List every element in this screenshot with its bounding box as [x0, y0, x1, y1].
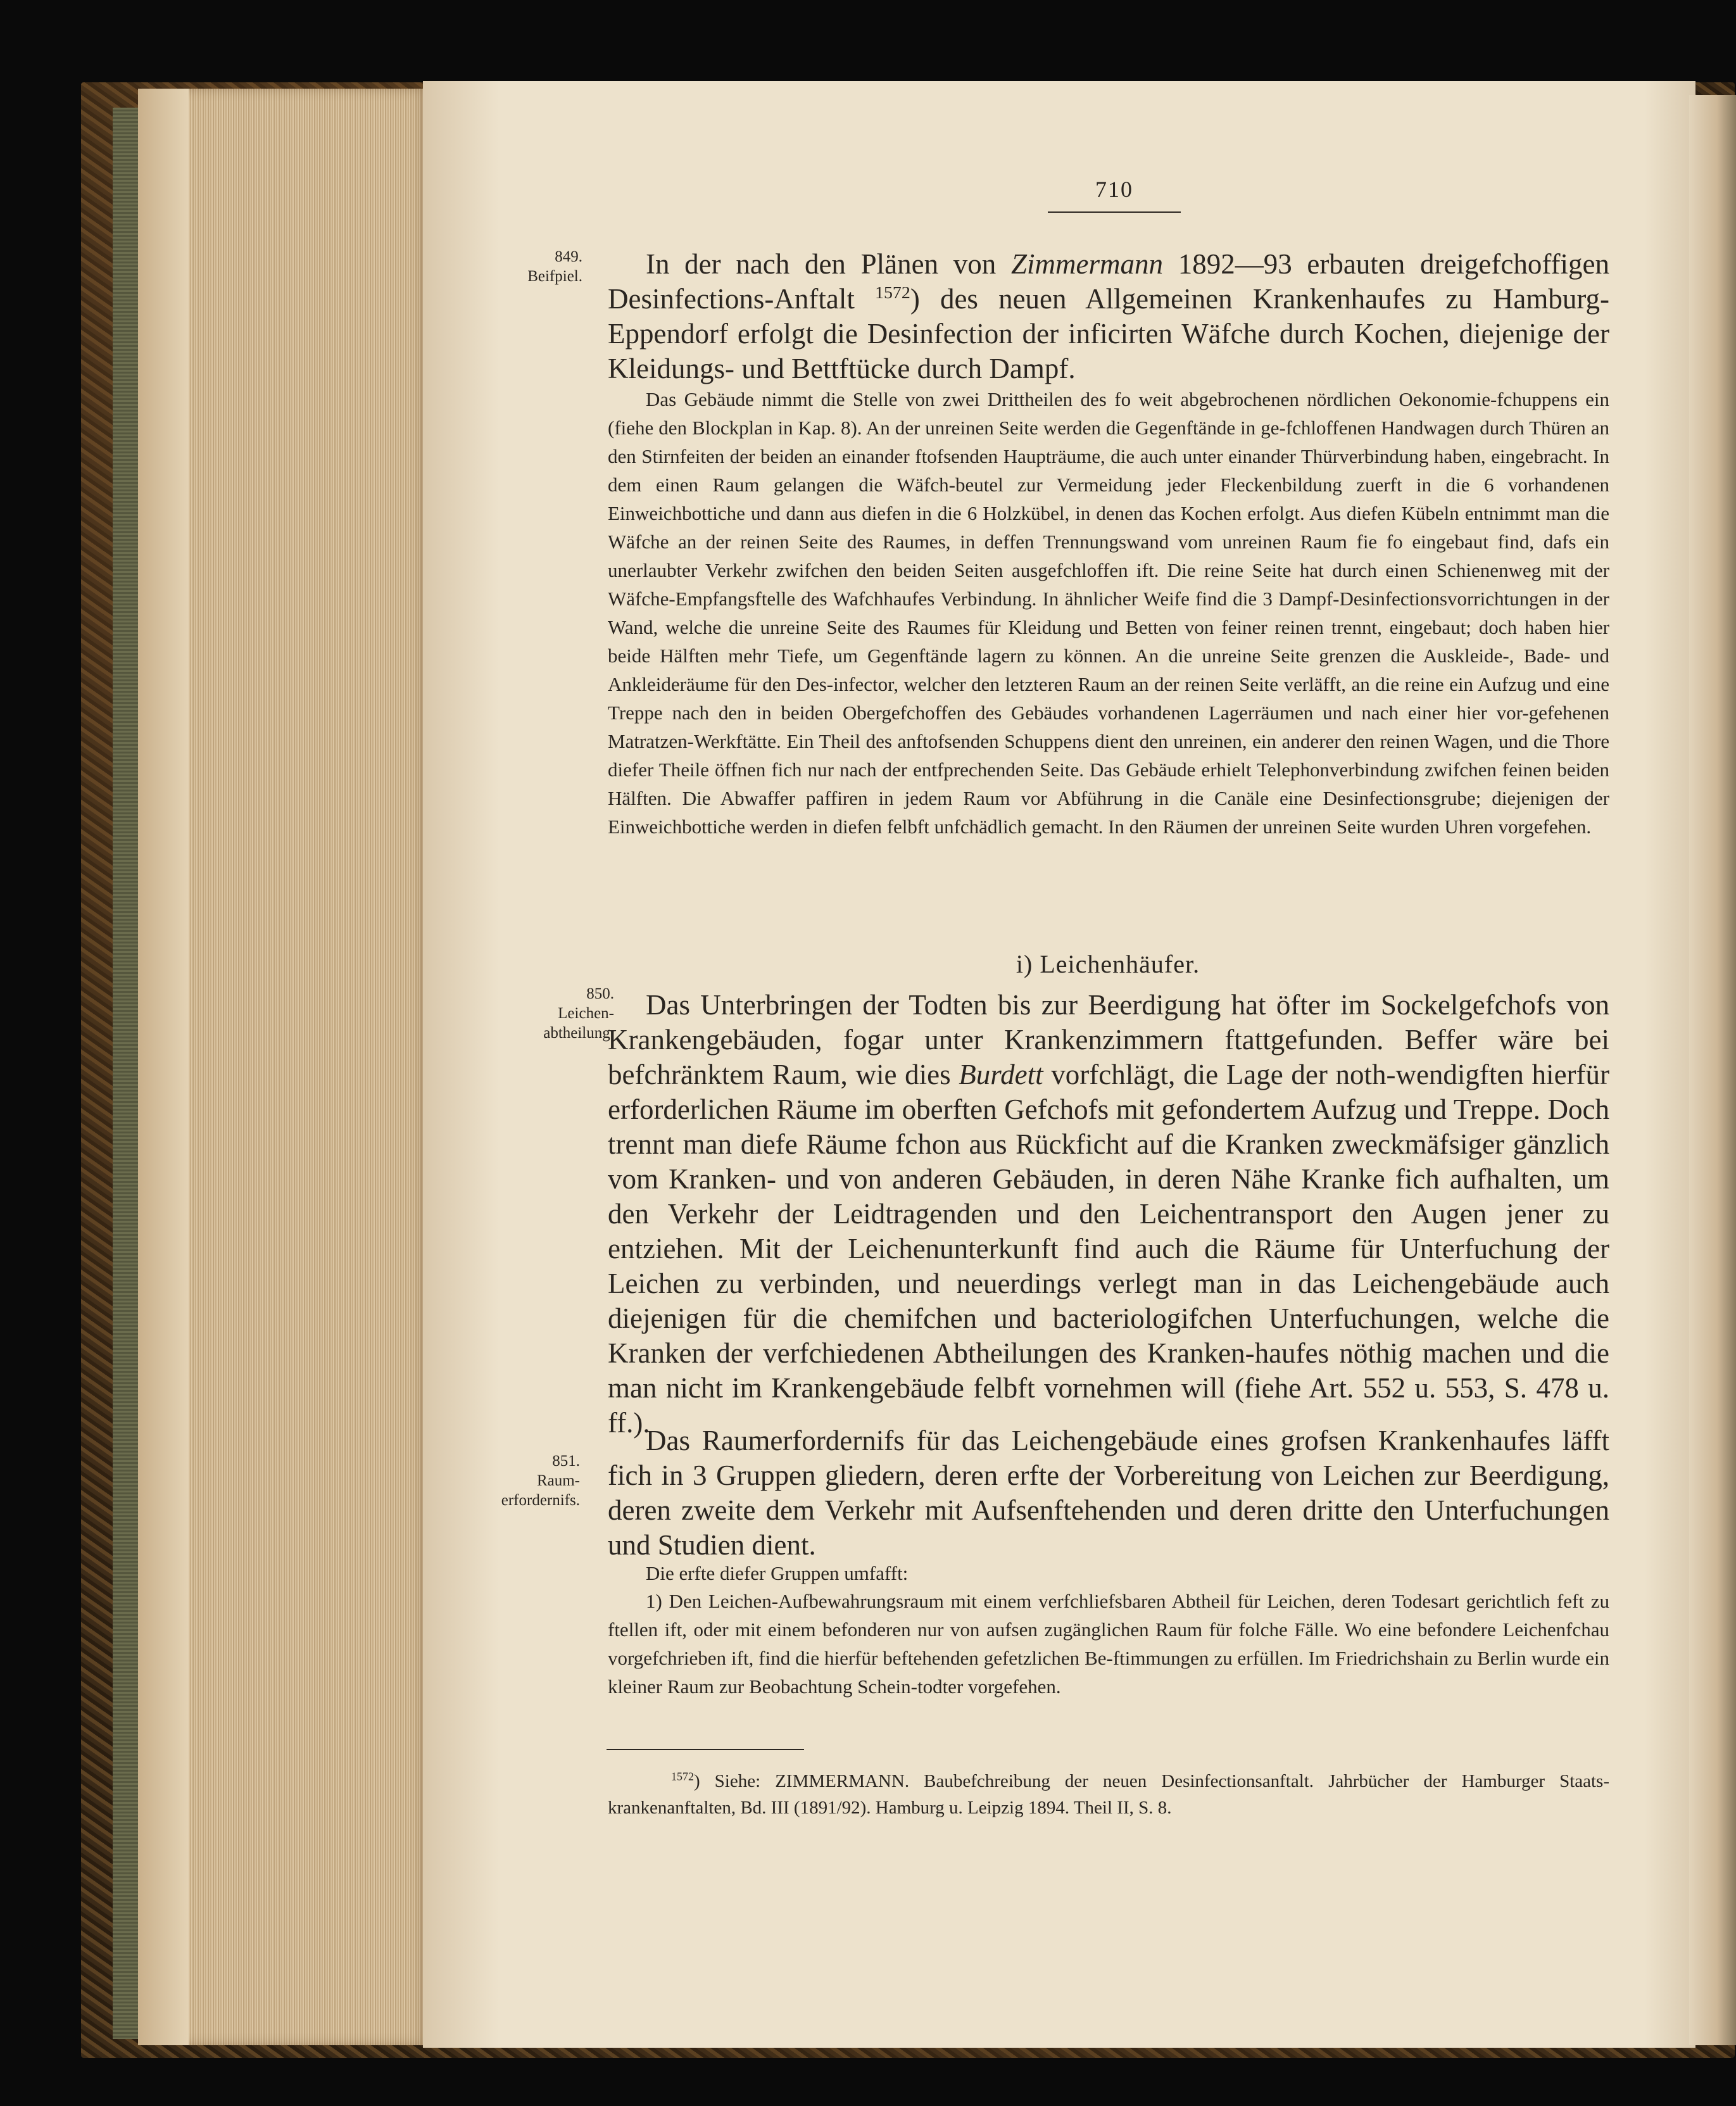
margin-note-label: erfordernifs.: [501, 1492, 580, 1509]
text-run: 1892—93 erbauten dreigefchoffigen Desinfections-Anftalt: [608, 248, 1610, 315]
page-stack-edges: [138, 89, 429, 2045]
margin-note-number: 849.: [555, 248, 582, 265]
page-number-rule: [1048, 211, 1181, 213]
margin-note-851: [481, 1451, 580, 1510]
paragraph-849-detail: Das Gebäude nimmt die Stelle von zwei Drittheilen des fo weit abgebrochenen nördlichen Oekonomie-fchuppens ein (fiehe den Blockplan in Kap. 8). An der unreinen Seite werden die Gegenftände in ge-fchloffenen Handwagen durch Thüren an den Stirnfeiten der beiden an einander ftofsenden Haupträume, die auch unter einander Thürverbindung haben, eingebracht. In dem einen Raum gelangen die Wäfch-beutel zur Vermeidung jeder Fleckenbildung zuerft in die 6 vorhandenen Einweichbottiche und dann aus diefen in die 6 Holzkübel, in denen das Kochen erfolgt. Aus diefen Kübeln entnimmt man die Wäfche an der reinen Seite des Raumes, in deffen Trennungswand vom unreinen Raum fie fo eingebaut find, dafs ein unerlaubter Verkehr zwifchen den beiden Seiten ausgefchloffen ift. Die reine Seite hat durch einen Schienenweg mit der Wäfche-Empfangsftelle des Wafchhaufes Verbindung. In ähnlicher Weife find die 3 Dampf-Desinfectionsvorrichtungen in der Wand, welche die unreine Seite des Raumes für Kleidung und Betten von feiner reinen trennt, eingebaut; doch haben hier beide Hälften mehr Tiefe, um Gegenftände lagern zu können. An die unreine Seite grenzen die Auskleide-, Bade- und Ankleideräume für den Des-infector, welcher den letzteren Raum an der reinen Seite verläfft, an die reine ein Aufzug und eine Treppe nach den in beiden Obergefchoffen des Gebäudes vorhandenen Lagerräumen und nach einer hier vor-gefehenen Matratzen-Werkftätte. Ein Theil des anftofsenden Schuppens dient den unreinen, ein anderer den reinen Wagen, und die Thore diefer Theile öffnen fich nur nach der entfprechenden Seite. Das Gebäude erhielt Telephonverbindung zwifchen feinen beiden Hälften. Die Abwaffer paffiren in jedem Raum vor Abführung in die Canäle eine Desinfectionsgrube; diejenigen der Einweichbottiche werden in diefen felbft unfchädlich gemacht. In den Räumen der unreinen Seite wurden Uhren vorgefehen.: [608, 388, 1609, 838]
text-run: In der nach den Plänen von: [646, 248, 1011, 280]
margin-note-label: Leichen-: [558, 1005, 614, 1022]
text-run: vorfchlägt, die Lage der noth-wendigften hierfür erforderlichen Räume im oberften Gefchofs mit gefondertem Aufzug und Treppe. Doch trennt man diefe Räume fchon aus Rückficht auf die Kranken zweckmäfsiger gänzlich vom Kranken- und von anderen Gebäuden, in deren Nähe Kranke fich aufhalten, um den Verkehr der Leidtragenden und den Leichentransport den Augen jener zu entziehen. Mit der Leichenunterkunft find auch die Räume für Unterfuchung der Leichen zu verbinden, und neuerdings verlegt man in das Leichengebäude auch diejenigen für die chemifchen und bacteriologifchen Unterfuchungen, welche die Kranken der verfchiedenen Abtheilungen des Kranken-haufes nöthig machen und die man nicht im Krankengebäude felbft vornehmen will (fiehe Art. 552 u. 553, S. 478 u. ff.).: [608, 1059, 1609, 1439]
cover-cloth-edge: [113, 108, 138, 2039]
paragraph-850: [608, 988, 1609, 1441]
margin-note-849: [487, 247, 582, 286]
footnote-ref: 1572: [875, 283, 910, 303]
section-heading: i) Leichenhäufer.: [1016, 950, 1200, 978]
text-run: ) des neuen Allgemeinen Krankenhaufes zu Hamburg-Eppendorf erfolgt die Desinfection der inficirten Wäfche durch Kochen, diejenige der Kleidungs- und Bettftücke durch Dampf.: [608, 283, 1609, 384]
facing-page-edge: [1689, 95, 1736, 2045]
group-intro: Die erfte diefer Gruppen umfafft:: [646, 1562, 909, 1584]
page-number: 710: [1095, 177, 1133, 202]
list-item-1: 1) Den Leichen-Aufbewahrungsraum mit einem verfchliefsbaren Abtheil für Leichen, deren Todesart gerichtlich feft zu ftellen ift, oder mit einem befonderen nur von aufsen zugänglichen Raum für folche Fälle. Wo eine befondere Leichenfchau vorgefchrieben ift, find die hierfür beftehenden gefetzlichen Be-ftimmungen zu erfüllen. Im Friedrichshain zu Berlin wurde ein kleiner Raum zur Beobachtung Schein-todter vorgefehen.: [608, 1590, 1609, 1698]
margin-note-850: [518, 984, 614, 1043]
margin-note-number: 851.: [552, 1453, 580, 1470]
paragraph-851: Das Raumerfordernifs für das Leichengebäude eines grofsen Krankenhaufes läfft fich in 3 Gruppen gliedern, deren erfte der Vorbereitung von Leichen zur Beerdigung, deren zweite dem Verkehr mit Aufsenftehenden und deren dritte den Unterfuchungen und Studien dient.: [608, 1425, 1609, 1561]
text-run: Das Unterbringen der Todten bis zur Beerdigung hat öfter im Sockelgefchofs von Krankengebäuden, fogar unter Krankenzimmern ftattgefunden. Beffer wäre bei befchränktem Raum, wie dies: [608, 989, 1609, 1090]
footnote: [608, 1768, 1609, 1821]
architect-name: Zimmermann: [1010, 248, 1163, 280]
margin-note-label: abtheilung.: [543, 1025, 614, 1042]
footnote-text: ) Siehe: ZIMMERMANN. Baubefchreibung der neuen Desinfectionsanftalt. Jahrbücher der Hamburger Staats-krankenanftalten, Bd. III (1891/92). Hamburg u. Leipzig 1894. Theil II, S. 8.: [608, 1771, 1609, 1818]
margin-note-label: Beifpiel.: [527, 268, 582, 285]
margin-note-label: Raum-: [536, 1472, 580, 1489]
margin-note-number: 850.: [586, 985, 614, 1002]
footnote-rule: [607, 1749, 804, 1750]
author-name: Burdett: [959, 1059, 1043, 1090]
paragraph-849-lead: [608, 247, 1609, 386]
footnote-marker: 1572: [671, 1770, 694, 1783]
